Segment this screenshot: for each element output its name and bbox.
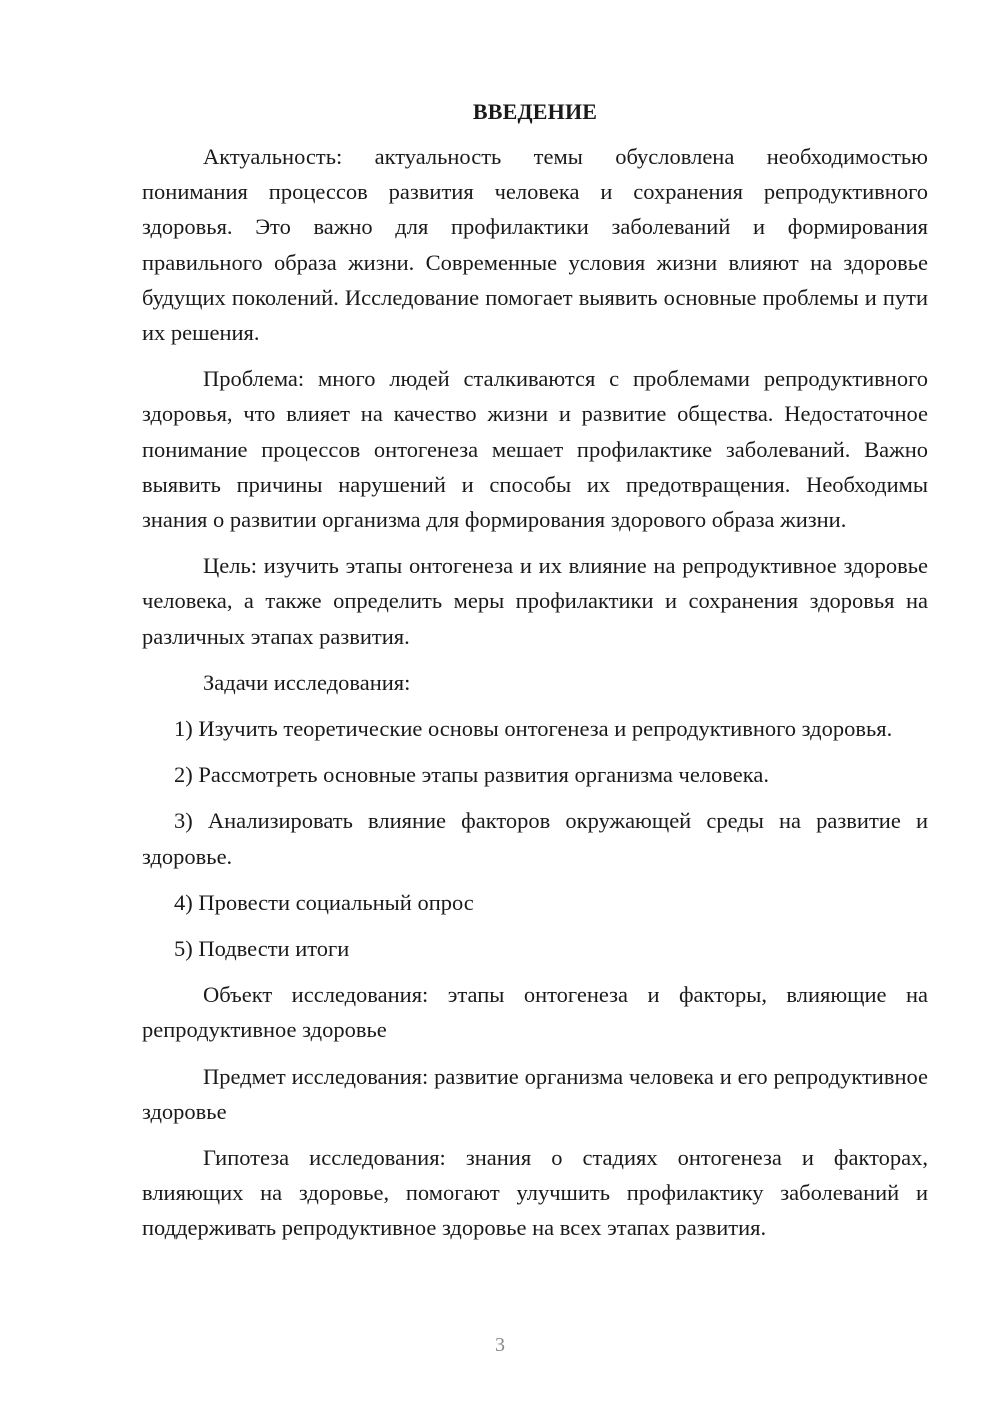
document-page xyxy=(142,94,928,1414)
section-heading: ВВЕДЕНИЕ xyxy=(472,99,598,124)
task-item-2: 2) Рассмотреть основные этапы развития организма человека. xyxy=(174,762,769,788)
paragraph-relevance: Актуальность: актуальность темы обусловлена необходимостью понимания процессов развития человека и сохранения репродуктивного здоровья. Это важно для профилактики заболеваний и формирования правильного образа жизни. Современные условия жизни влияют на здоровье будущих поколений. Исследование помогает выявить основные проблемы и пути их решения. xyxy=(142,144,928,346)
tasks-heading: Задачи исследования: xyxy=(203,669,411,695)
paragraph-object: Объект исследования: этапы онтогенеза и факторы, влияющие на репродуктивное здоровье xyxy=(142,982,928,1043)
page-number: 3 xyxy=(495,1334,505,1356)
task-item-4: 4) Провести социальный опрос xyxy=(174,889,474,915)
task-item-5: 5) Подвести итоги xyxy=(174,936,350,962)
paragraph-hypothesis: Гипотеза исследования: знания о стадиях онтогенеза и факторах, влияющих на здоровье, помогают улучшить профилактику заболеваний и поддерживать репродуктивное здоровье на всех этапах развития. xyxy=(142,1145,928,1241)
paragraph-problem: Проблема: много людей сталкиваются с проблемами репродуктивного здоровья, что влияет на качество жизни и развитие общества. Недостаточное понимание процессов онтогенеза мешает профилактике заболеваний. Важно выявить причины нарушений и способы их предотвращения. Необходимы знания о развитии организма для формирования здорового образа жизни. xyxy=(142,366,928,533)
paragraph-subject: Предмет исследования: развитие организма человека и его репродуктивное здоровье xyxy=(142,1063,928,1124)
paragraph-goal: Цель: изучить этапы онтогенеза и их влияние на репродуктивное здоровье человека, а также определить меры профилактики и сохранения здоровья на различных этапах развития. xyxy=(142,553,928,649)
task-item-3: 3) Анализировать влияние факторов окружающей среды на развитие и здоровье. xyxy=(142,808,928,869)
task-item-1: 1) Изучить теоретические основы онтогенеза и репродуктивного здоровья. xyxy=(174,716,893,742)
